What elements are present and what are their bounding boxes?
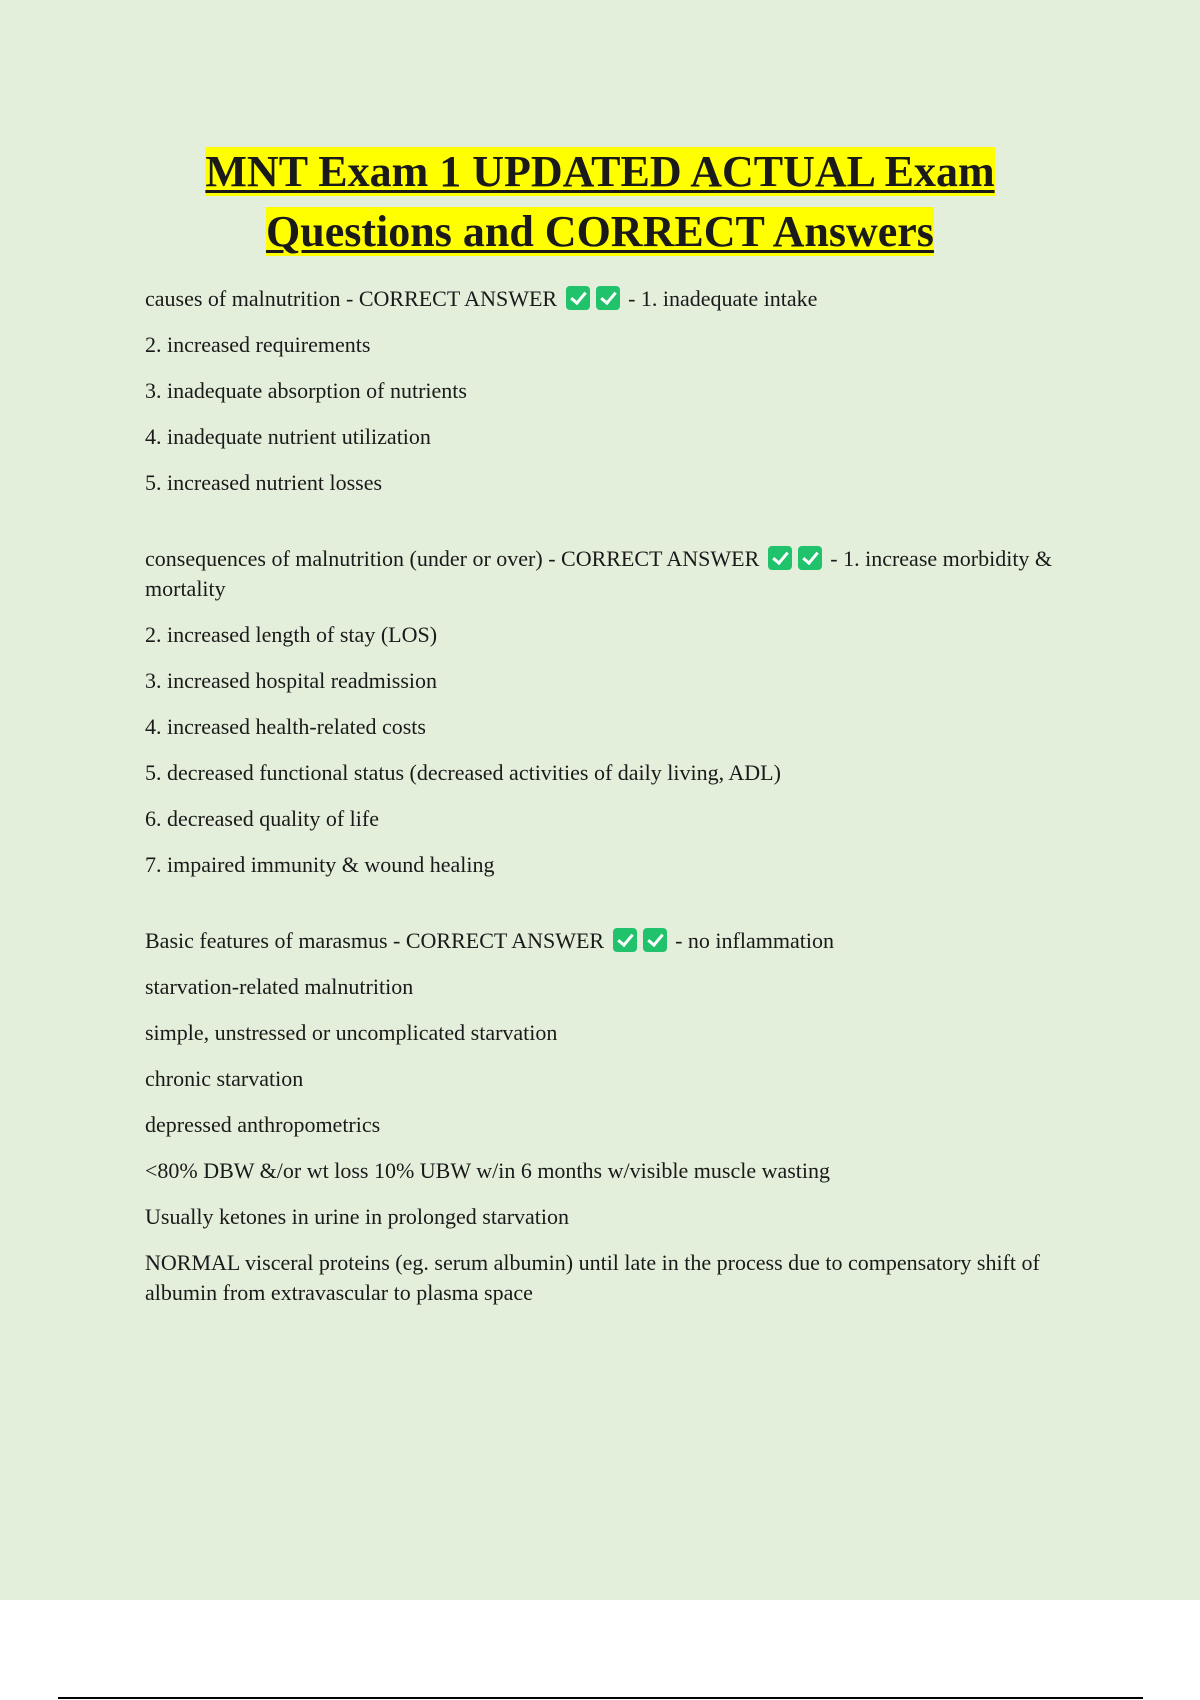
question-block [145,284,1065,314]
answer-item: simple, unstressed or uncomplicated starvation [145,1020,558,1045]
answer-first: - 1. increase morbidity & mortality [145,546,1053,601]
answer-first: - no inflammation [675,928,834,953]
answer-item: chronic starvation [145,1066,304,1091]
footer-rule [58,1697,1143,1699]
answer-item: <80% DBW &/or wt loss 10% UBW w/in 6 months w/visible muscle wasting [145,1158,831,1183]
answer-item: Usually ketones in urine in prolonged starvation [145,1204,570,1229]
answer-item: 4. inadequate nutrient utilization [145,424,431,449]
document-title [0,142,1200,262]
check-mark-icon [798,546,822,570]
question-block [145,544,1065,604]
check-mark-icon [596,286,620,310]
question-text: Basic features of marasmus - CORRECT ANSWER [145,928,605,953]
section-gap [145,896,1065,926]
check-mark-icon [566,286,590,310]
answer-item: 5. decreased functional status (decreased activities of daily living, ADL) [145,760,781,785]
answer-item: 3. increased hospital readmission [145,668,438,693]
title-line-2: Questions and CORRECT Answers [266,207,934,256]
answer-item: depressed anthropometrics [145,1112,381,1137]
answer-item: 3. inadequate absorption of nutrients [145,378,467,403]
question-block [145,926,1065,956]
answer-item: 4. increased health-related costs [145,714,426,739]
answer-item: 2. increased length of stay (LOS) [145,622,438,647]
answer-item: 2. increased requirements [145,332,371,357]
document-content [145,284,1065,1324]
answer-item: 5. increased nutrient losses [145,470,383,495]
check-mark-icon [768,546,792,570]
answer-item: NORMAL visceral proteins (eg. serum albumin) until late in the process due to compensatory shift of albumin from extravascular to plasma space [145,1250,1040,1305]
answer-item: starvation-related malnutrition [145,974,414,999]
answer-item: 6. decreased quality of life [145,806,379,831]
check-mark-icon [613,928,637,952]
title-line-1: MNT Exam 1 UPDATED ACTUAL Exam [205,147,995,196]
question-text: causes of malnutrition - CORRECT ANSWER [145,286,558,311]
question-text: consequences of malnutrition (under or over) - CORRECT ANSWER [145,546,760,571]
check-mark-icon [643,928,667,952]
answer-item: 7. impaired immunity & wound healing [145,852,495,877]
section-gap [145,514,1065,544]
answer-first: - 1. inadequate intake [628,286,818,311]
